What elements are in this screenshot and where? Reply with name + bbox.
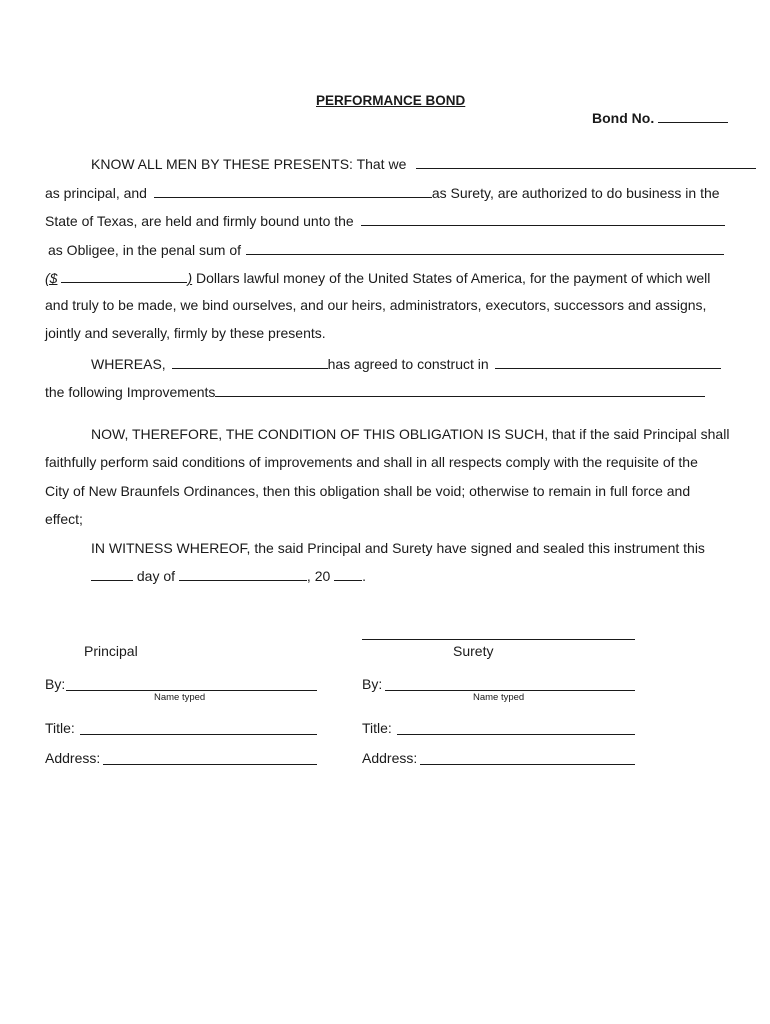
state-of-texas-text: State of Texas, are held and firmly bound unto the	[45, 213, 354, 229]
construct-location-field[interactable]	[495, 354, 721, 369]
surety-name-typed: Name typed	[473, 692, 525, 703]
as-surety-text: as Surety, are authorized to do business in the	[431, 185, 720, 201]
line-dollars	[45, 268, 710, 286]
bond-number	[592, 108, 728, 126]
principal-by-field[interactable]	[66, 690, 317, 691]
penal-sum-open: ($	[45, 270, 58, 286]
whereas-party-field[interactable]	[172, 354, 328, 369]
bond-number-label: Bond No.	[592, 110, 655, 126]
line-obligee	[48, 240, 724, 258]
surety-title-field[interactable]	[397, 734, 635, 735]
surety-by-field[interactable]	[385, 690, 635, 691]
surety-name-field[interactable]	[154, 183, 432, 198]
year-prefix-text: , 20	[306, 568, 331, 584]
obligee-name-field[interactable]	[361, 211, 725, 226]
surety-label: Surety	[453, 643, 494, 659]
obligee-penal-sum-text: as Obligee, in the penal sum of	[48, 242, 242, 258]
principal-by-label: By:	[45, 676, 66, 692]
surety-signature-line[interactable]	[362, 639, 635, 640]
line-know-all-men	[91, 154, 756, 172]
line-witness: IN WITNESS WHEREOF, the said Principal and Surety have signed and sealed this instrument this	[91, 540, 705, 556]
line-jointly: jointly and severally, firmly by these presents.	[45, 325, 326, 341]
penal-sum-amount-field[interactable]	[61, 268, 187, 283]
document-title: PERFORMANCE BOND	[316, 93, 466, 108]
principal-address-label: Address:	[45, 750, 101, 766]
line-as-principal	[45, 183, 720, 201]
penal-sum-close: )	[187, 270, 193, 286]
line-now-therefore: NOW, THEREFORE, THE CONDITION OF THIS OBLIGATION IS SUCH, that if the said Principal shall	[91, 426, 730, 442]
line-improvements	[45, 382, 705, 400]
dollars-text: Dollars lawful money of the United States of America, for the payment of which well	[192, 270, 711, 286]
line-state-of-texas	[45, 211, 725, 229]
line-effect: effect;	[45, 511, 83, 527]
whereas-text: WHEREAS,	[91, 356, 166, 372]
month-field[interactable]	[179, 566, 307, 581]
know-all-men-text: KNOW ALL MEN BY THESE PRESENTS: That we	[91, 156, 407, 172]
principal-address-field[interactable]	[103, 764, 317, 765]
date-period: .	[362, 568, 367, 584]
line-city-ordinances: City of New Braunfels Ordinances, then this obligation shall be void; otherwise to remain in full force and	[45, 483, 691, 499]
improvements-text: the following Improvements	[45, 384, 216, 400]
improvements-field[interactable]	[215, 382, 705, 397]
surety-title-label: Title:	[362, 720, 392, 736]
line-faithfully: faithfully perform said conditions of improvements and shall in all respects comply with the requisite of the	[45, 454, 698, 470]
bond-number-field[interactable]	[658, 108, 728, 123]
principal-label: Principal	[84, 643, 138, 659]
principal-name-field[interactable]	[416, 154, 756, 169]
principal-title-field[interactable]	[80, 734, 317, 735]
principal-name-typed: Name typed	[154, 692, 206, 703]
day-field[interactable]	[91, 566, 133, 581]
agreed-construct-text: has agreed to construct in	[327, 356, 489, 372]
as-principal-text: as principal, and	[45, 185, 147, 201]
penal-sum-words-field[interactable]	[246, 240, 724, 255]
line-truly: and truly to be made, we bind ourselves, and our heirs, administrators, executors, successors and assigns,	[45, 297, 707, 313]
day-of-text: day of	[136, 568, 176, 584]
surety-by-label: By:	[362, 676, 383, 692]
principal-title-label: Title:	[45, 720, 75, 736]
line-whereas	[91, 354, 721, 372]
line-day-of	[91, 566, 366, 584]
surety-address-label: Address:	[362, 750, 418, 766]
surety-address-field[interactable]	[420, 764, 635, 765]
year-field[interactable]	[334, 566, 362, 581]
